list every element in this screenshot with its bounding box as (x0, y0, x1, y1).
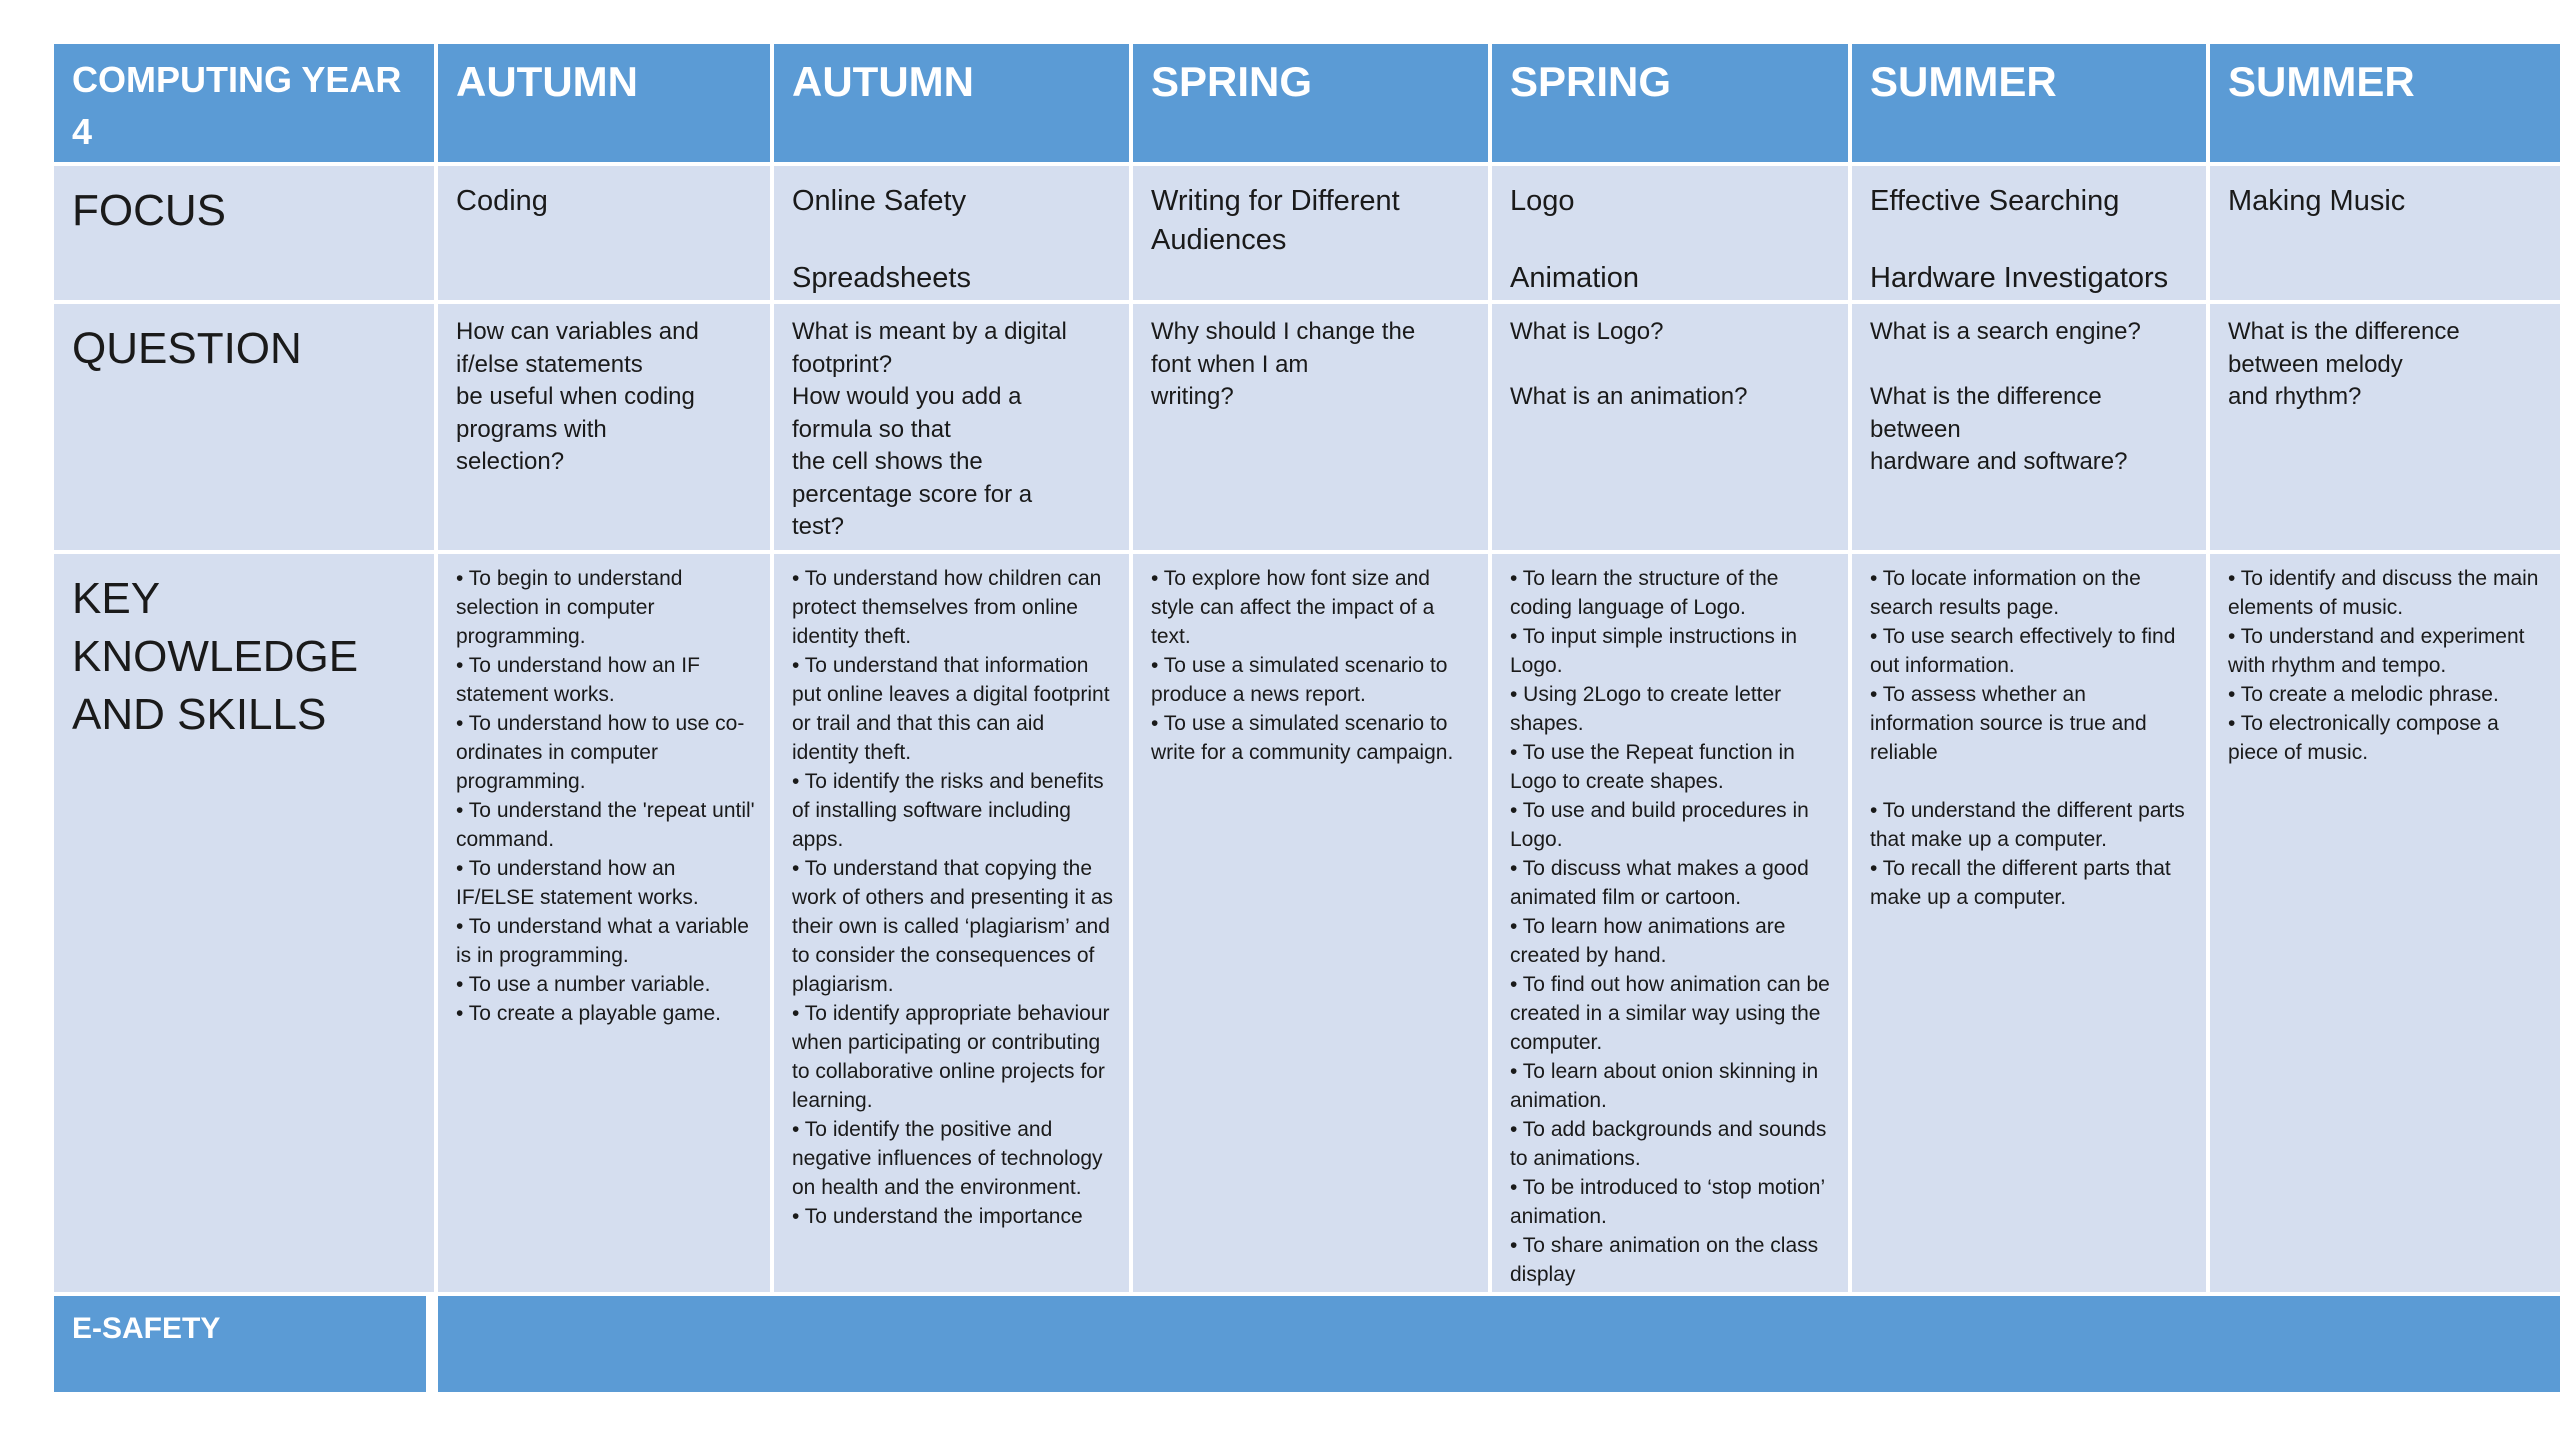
esafety-content-cell (438, 1296, 2560, 1392)
column-header-3: SPRING (1133, 44, 1488, 162)
focus-topic: Writing for Different Audiences (1151, 185, 1400, 256)
focus-cell (1133, 166, 1488, 300)
question-cell: Why should I change the font when I am writing? (1133, 304, 1488, 550)
skill-item: • To discuss what makes a good animated film or cartoon. (1510, 857, 1809, 909)
skill-item: • To understand how to use co-ordinates in computer programming. (456, 712, 745, 793)
focus-topic: Coding (456, 185, 548, 217)
skill-item: • To locate information on the search results page. (1870, 567, 2141, 619)
skill-item: • To learn how animations are created by hand. (1510, 915, 1786, 967)
skill-item: • To find out how animation can be created in a similar way using the computer. (1510, 973, 1830, 1054)
corner-header: COMPUTING YEAR 4 (54, 44, 434, 162)
skill-item: • To begin to understand selection in computer programming. (456, 567, 683, 648)
skill-item: • To assess whether an information source is true and reliable (1870, 683, 2147, 764)
row-label-focus: FOCUS (54, 166, 434, 300)
skill-item: • To identify appropriate behaviour when participating or contributing to collaborative online projects for learning. (792, 1002, 1110, 1112)
skill-item: • To understand the different parts that make up a computer. (1870, 799, 2185, 851)
skill-item: • To use a simulated scenario to produce a news report. (1151, 654, 1448, 706)
question-cell: What is Logo? What is an animation? (1492, 304, 1848, 550)
curriculum-table (54, 44, 2542, 1392)
focus-topic: Animation (1510, 262, 1639, 294)
column-header-4: SPRING (1492, 44, 1848, 162)
skills-cell (1492, 554, 1848, 1292)
focus-topic: Making Music (2228, 185, 2406, 217)
skill-item: • To understand how children can protect themselves from online identity theft. (792, 567, 1102, 648)
focus-cell (1852, 166, 2206, 300)
skills-cell (774, 554, 1129, 1292)
column-header-1: AUTUMN (438, 44, 770, 162)
skill-item: • To create a playable game. (456, 1002, 721, 1025)
row-label-esafety: E-SAFETY (54, 1296, 434, 1392)
column-header-2: AUTUMN (774, 44, 1129, 162)
question-cell: How can variables and if/else statements be useful when coding programs with selection? (438, 304, 770, 550)
focus-topic: Online Safety (792, 185, 967, 217)
question-cell: What is meant by a digital footprint? How would you add a formula so that the cell shows the percentage score for a test? (774, 304, 1129, 550)
focus-topic: Effective Searching (1870, 185, 2120, 217)
skills-cell (2210, 554, 2560, 1292)
skill-item: • To identify and discuss the main elements of music. (2228, 567, 2539, 619)
skill-item: • To understand that copying the work of others and presenting it as their own is called ‘plagiarism’ and to consider the consequences of plagiarism. (792, 857, 1114, 996)
skill-item: • To use and build procedures in Logo. (1510, 799, 1809, 851)
skill-item: • To use a number variable. (456, 973, 711, 996)
focus-topic: Hardware Investigators (1870, 262, 2169, 294)
row-label-skills: KEY KNOWLEDGE AND SKILLS (54, 554, 434, 1292)
question-cell: What is the difference between melody and rhythm? (2210, 304, 2560, 550)
skills-cell (1852, 554, 2206, 1292)
skill-item: • To input simple instructions in Logo. (1510, 625, 1798, 677)
row-label-question: QUESTION (54, 304, 434, 550)
skill-item: • To use a simulated scenario to write for a community campaign. (1151, 712, 1454, 764)
skill-item: • To share animation on the class display (1510, 1234, 1819, 1286)
focus-cell (774, 166, 1129, 300)
skill-item: • To add backgrounds and sounds to animations. (1510, 1118, 1827, 1170)
skill-item: • To identify the positive and negative influences of technology on health and the environment. (792, 1118, 1103, 1199)
skill-item: • To understand and experiment with rhythm and tempo. (2228, 625, 2525, 677)
skill-item: • Using 2Logo to create letter shapes. (1510, 683, 1782, 735)
focus-cell (438, 166, 770, 300)
skill-item: • To understand the importance (792, 1205, 1083, 1228)
skill-item: • To create a melodic phrase. (2228, 683, 2499, 706)
skill-item: • To learn the structure of the coding language of Logo. (1510, 567, 1779, 619)
skill-item: • To understand what a variable is in programming. (456, 915, 749, 967)
column-header-5: SUMMER (1852, 44, 2206, 162)
focus-cell (1492, 166, 1848, 300)
skill-item: • To understand how an IF statement works. (456, 654, 700, 706)
skill-item: • To learn about onion skinning in animation. (1510, 1060, 1819, 1112)
skill-item: • To explore how font size and style can affect the impact of a text. (1151, 567, 1435, 648)
skill-item: • To electronically compose a piece of music. (2228, 712, 2499, 764)
skills-spacer (1870, 767, 2192, 796)
skill-item: • To understand how an IF/ELSE statement works. (456, 857, 699, 909)
skills-cell (438, 554, 770, 1292)
skill-item: • To identify the risks and benefits of installing software including apps. (792, 770, 1104, 851)
skill-item: • To recall the different parts that make up a computer. (1870, 857, 2171, 909)
question-cell: What is a search engine? What is the difference between hardware and software? (1852, 304, 2206, 550)
focus-topic: Spreadsheets (792, 262, 971, 294)
skill-item: • To use the Repeat function in Logo to create shapes. (1510, 741, 1795, 793)
skill-item: • To understand that information put online leaves a digital footprint or trail and that this can aid identity theft. (792, 654, 1110, 764)
skill-item: • To understand the 'repeat until' command. (456, 799, 755, 851)
skill-item: • To be introduced to ‘stop motion’ animation. (1510, 1176, 1825, 1228)
skill-item: • To use search effectively to find out information. (1870, 625, 2176, 677)
column-header-6: SUMMER (2210, 44, 2560, 162)
skills-cell (1133, 554, 1488, 1292)
focus-topic: Logo (1510, 185, 1575, 217)
focus-cell (2210, 166, 2560, 300)
